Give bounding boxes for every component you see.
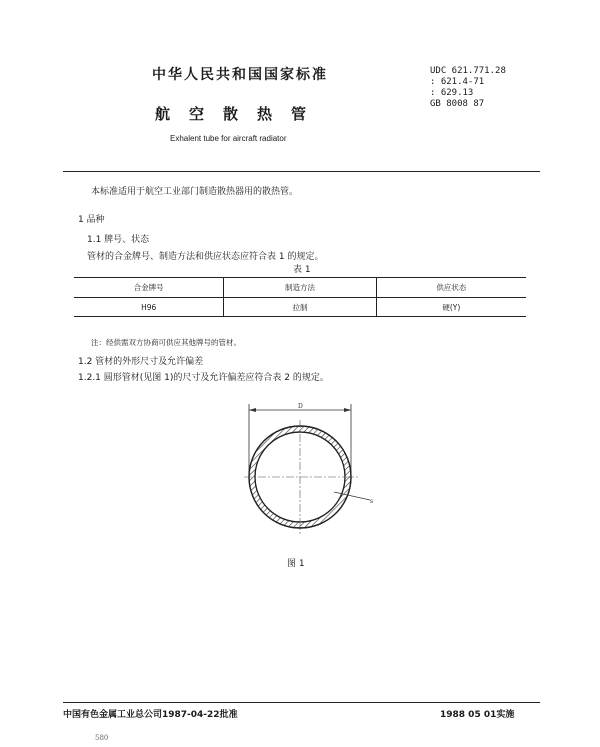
- approval-statement: 中国有色金属工业总公司1987-04-22批准: [63, 710, 238, 720]
- wall-thickness-label: s: [370, 498, 374, 505]
- standard-title: 中华人民共和国国家标准: [152, 67, 328, 83]
- subsection-paragraph: 管材的合金牌号、制造方法和供应状态应符合表 1 的规定。: [87, 252, 324, 262]
- diameter-label: D: [298, 403, 303, 410]
- table-header-cell: 制造方法: [224, 278, 376, 298]
- udc-classification: [430, 66, 506, 110]
- implementation-date: 1988 05 01实施: [440, 710, 515, 720]
- english-title: Exhalent tube for aircraft radiator: [170, 134, 287, 143]
- gb-number: GB 8008 87: [430, 99, 485, 109]
- header-divider: [63, 171, 540, 172]
- subsection-heading: 1.1 牌号、状态: [87, 235, 150, 245]
- table-cell: H96: [74, 298, 224, 317]
- page-number: 580: [95, 734, 109, 742]
- footer-divider: [63, 702, 540, 703]
- table-1: [74, 277, 526, 317]
- udc-line: UDC 621.771.28: [430, 66, 506, 76]
- arrow-right-icon: [344, 408, 351, 412]
- tube-cross-section-figure: [230, 398, 390, 548]
- table-header-cell: 合金牌号: [74, 278, 224, 298]
- table-header-cell: 供应状态: [376, 278, 526, 298]
- table-note: 注：经供需双方协商可供应其他牌号的管材。: [91, 338, 241, 347]
- subsection-heading: 1.2 管材的外形尺寸及允许偏差: [78, 357, 204, 367]
- udc-line: : 629.13: [430, 88, 474, 98]
- table-header-row: [74, 278, 526, 298]
- section-heading: 1 品种: [78, 215, 105, 225]
- clause-paragraph: 1.2.1 圆形管材(见图 1)的尺寸及允许偏差应符合表 2 的规定。: [78, 373, 329, 383]
- table-cell: 拉制: [224, 298, 376, 317]
- scope-paragraph: 本标准适用于航空工业部门制造散热器用的散热管。: [91, 187, 299, 197]
- figure-caption: 图 1: [287, 559, 305, 569]
- udc-line: : 621.4-71: [430, 77, 485, 87]
- document-title: 航空散热管: [155, 105, 326, 123]
- table-row: [74, 298, 526, 317]
- table-cell: 硬(Y): [376, 298, 526, 317]
- table-caption: 表 1: [293, 265, 311, 275]
- arrow-left-icon: [249, 408, 256, 412]
